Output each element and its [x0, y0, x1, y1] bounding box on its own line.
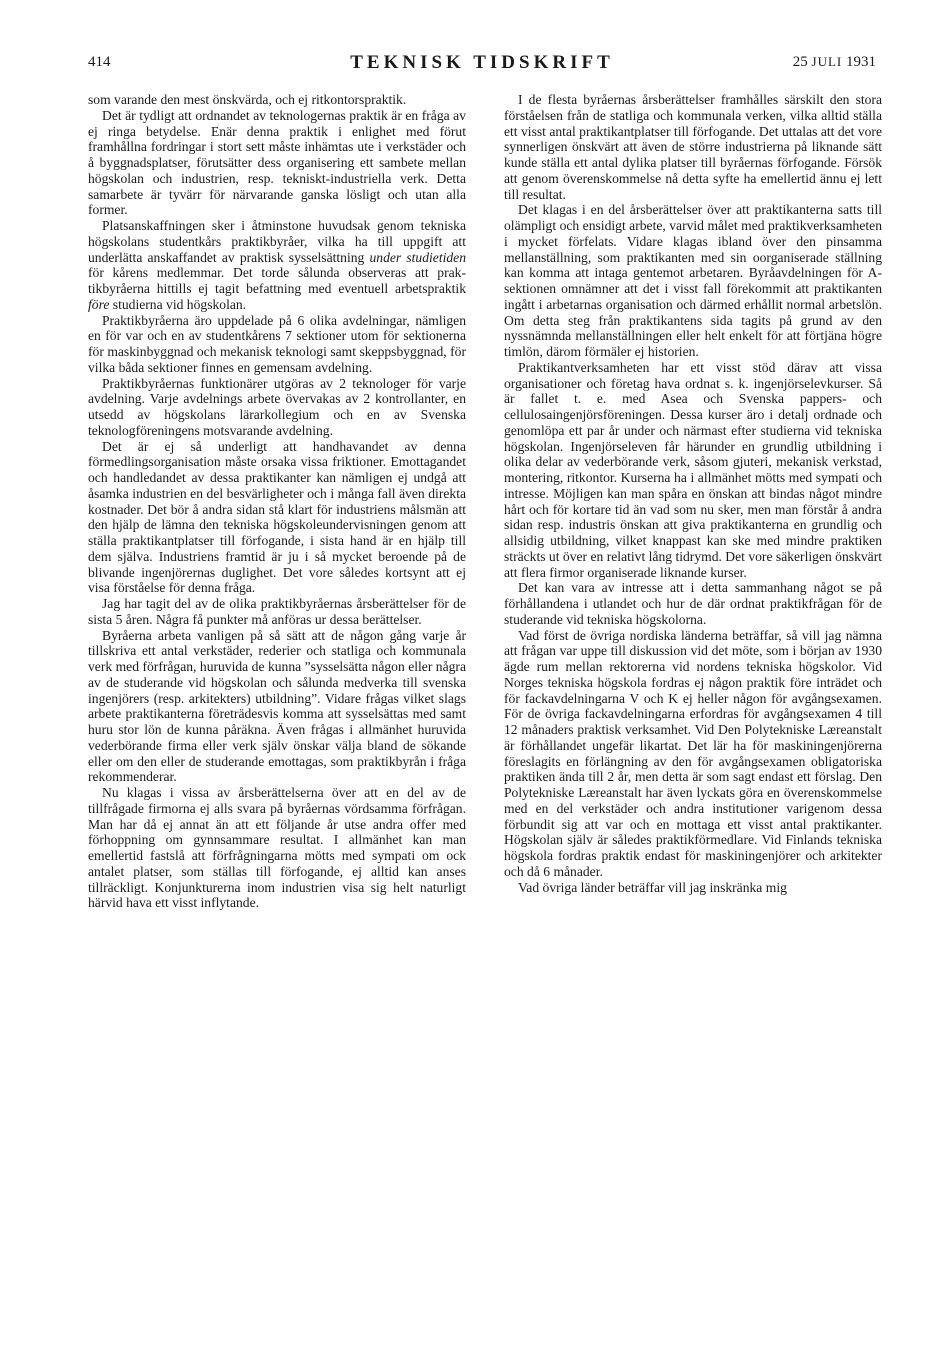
- paragraph-text: studierna vid högskolan.: [109, 296, 247, 312]
- left-column: [88, 92, 466, 1292]
- paragraph: [88, 218, 466, 313]
- paragraph: Praktikantverksamheten har ett visst stöd därav att vissa organisationer och företag hava ordnat s. k. ingenjörselevkurser. Så är fallet t. e. med Asea och Svenska pappers- och cellulosaingenjörsföreningen. Dessa kurser äro i detalj ordnade och genomlöpa ett par år under och närmast efter studierna vid tekniska högskolan. Ingenjörseleven får härunder en grundlig utbildning i olika delar av vederbörande verk, såsom gjuteri, mekanisk verkstad, montering, ritkontor. Kurserna ha i allmänhet mötts med sympati och intresse. Möjligen kan man spåra en önskan att bindas något mindre hårt och för kortare tid än vad som nu sker, men man förstår å andra sidan resp. industris önskan att giva praktikanterna en grundlig och allsidig utbildning, vilket knappast kan ske med mindre praktiken sträckts ut över en relativt lång tidrymd. Det vore säkerligen önskvärt att flera firmor organiserade liknande kurser.: [504, 359, 882, 580]
- date-year: 1931: [846, 54, 876, 70]
- page-header: [88, 50, 876, 78]
- emphasis-text: före: [88, 296, 110, 312]
- issue-date: [793, 54, 876, 71]
- paragraph: Praktikbyråernas funktionärer utgöras av 2 teknologer för varje avdelning. Varje avdelnings arbete övervakas av 2 kontrollanter, en utsedd av högskolans lärarkollegium och en av Svenska teknologföreningens motsvarande avdelning.: [88, 375, 466, 438]
- paragraph: I de flesta byråernas årsberättelser framhålles särskilt den stora förståelsen från de statliga och kommunala verken, vilka alltid ställa ett visst antal praktikantplatser till förfogande. Det uttalas att det vore synnerligen önskvärt att även de större industrierna på liknande sätt kunde ställa ett antal dylika platser till byråernas förfogande. Försök att genom överenskommelse nå detta syfte ha emellertid ännu ej lett till resultat.: [504, 92, 882, 202]
- journal-title: TEKNISK TIDSKRIFT: [350, 52, 614, 73]
- paragraph: Det klagas i en del årsberättelser över att praktikanterna satts till olämpligt och ensidigt arbete, varvid målet med praktikverksamheten i mycket förfelats. Vidare klagas ibland över den pinsamma mellanställning, som praktikanten med sin oorganiserade ställning kan komma att intaga gentemot arbetaren. Byråavdelningen för A-sektionen omnämner att det i visst fall förekommit att praktikanten ingått i arbetarnas organisation och därmed erhållit normal arbetslön. Om detta steg från praktikantens sida tagits på grund av den nyssnämnda mellanställningen eller helt enkelt för att förtjäna högre timlön, därom förmäler ej historien.: [504, 202, 882, 359]
- paragraph: som varande den mest önskvärda, och ej ritkontorspraktik.: [88, 92, 407, 107]
- paragraph: Vad först de övriga nordiska länderna beträffar, så vill jag nämna att frågan var uppe till diskussion vid det möte, som i början av 1930 ägde rum mellan rektorerna vid nordens tekniska högskolor. Vid Norges tekniska högskola fordras ej någon praktik före inträdet och för fackavdelningarna V och K ej heller någon för avgångsexamen. För de övriga fackavdelningarna erfordras för avgångsexamen 4 till 12 månaders praktisk verksamhet. Vid Den Polytekniske Læreanstalt är förhållandet ungefär likartat. Det lär ha för maskiningenjörerna föreslagits en förlängning av den för avgångsexamen obligatoriska praktiken ända till 2 år, men detta är som sagt endast ett förslag. Den Polytekniske Læreanstalt har även lyckats göra en överenskommelse med en del verkstäder och andra institutioner varigenom dessa förbundit sig att var och en mottaga ett visst antal praktikanter. Högskolan själv är således praktikförmedlare. Vid Finlands tekniska högskola fordras praktik endast för maskiningenjörer och arkitekter och då 6 månader.: [504, 627, 882, 879]
- paragraph: Jag har tagit del av de olika praktikbyråernas årsberättelser för de sista 5 åren. Några få punkter må anföras ur dessa berättelser.: [88, 596, 466, 627]
- date-month: JULI: [811, 54, 843, 69]
- paragraph-text: Platsanskaffningen sker i åtminstone huvudsak genom tekniska högskolans studentkårs praktikbyråer, vilka ha till uppgift att underlätta anskaffandet av praktisk sysselsättning: [88, 218, 466, 265]
- emphasis-text: under studietiden: [369, 249, 467, 265]
- paragraph: Praktikbyråerna äro uppdelade på 6 olika avdelningar, nämligen en för var och en av studentkårens 7 sektioner utom för sektionerna för maskinbyggnad och mekanisk teknologi samt skeppsbyggnad, för vilka båda sektioner finnes en gemensam avdelning.: [88, 312, 466, 375]
- paragraph: Det är tydligt att ordnandet av teknologernas praktik är en fråga av ej ringa betydelse. Enär denna praktik i enlighet med förut framhållna fordringar i stort sett måste inhämtas ute i verkstäder och å byggnadsplatser, förutsätter dess organisering ett sambete mellan högskolan och industrien, resp. tekniskt-industriella verk. Detta samarbete är tyvärr för närvarande ganska lösligt och utan alla former.: [88, 107, 466, 218]
- paragraph: Byråerna arbeta vanligen på så sätt att de någon gång varje år tillskriva ett antal verkstäder, rederier och statliga och kommunala verk med förfrågan, huruvida de kunna ”sysselsätta någon eller några av de studerande vid högskolan och sålunda medverka till svenska ingenjörers (resp. arkitekters) utbildning”. Vidare frågas vilket slags arbete praktikanterna företrädesvis komma att sysselsättas med samt huru stor lön de kunna påräkna. Även frågas i allmänhet huruvida vederbörande firma eller verk själv önskar välja bland de sökande eller om den eller de studerande emottagas, som praktikbyrån i fråga rekommenderar.: [88, 627, 466, 785]
- paragraph-text: för kårens medlemmar. Det torde sålunda observeras att praktikbyråerna hittills ej tagit befattning med eventuell arbetspraktik: [88, 265, 466, 296]
- date-day: 25: [792, 54, 808, 70]
- paragraph: Nu klagas i vissa av årsberättelserna över att en del av de tillfrågade firmorna ej alls svara på byråernas vördsamma förfrågan. Man har då ej annat än att ett följande år utse andra offer med förhoppning om gynnsammare resultat. I allmänhet kan man emellertid fastslå att förfrågningarna mötts med sympati om ock antalet platser, som ställas till förfogande, ej alltid kan anses tillräckligt. Konjunkturerna inom industrien visa sig helt naturligt härvid hava ett visst inflytande.: [88, 785, 466, 911]
- paragraph: Vad övriga länder beträffar vill jag inskränka mig: [518, 879, 787, 895]
- paragraph: Det är ej så underligt att handhavandet av denna förmedlingsorganisation måste orsaka vissa friktioner. Emottagandet och handledandet av dessa praktikanter kan nämligen ej undgå att åsamka industrien en del besvärligheter och i många fall även direkta kostnader. Det bör å andra sidan stå klart för industriens målsmän att den hjälp de lämna den tekniska högskoleundervisningen genom att ställa praktikantplatser till förfogande, i sista hand är en hjälp till dem själva. Industriens framtid är ju i så mycket beroende på de blivande ingenjörernas duglighet. Det vore således kortsynt att ej visa förståelse för denna fråga.: [88, 438, 466, 596]
- page-number: 414: [88, 54, 111, 70]
- paragraph: Det kan vara av intresse att i detta sammanhang något se på förhållandena i utlandet och hur de där ordnat praktikfrågan för de studerande vid tekniska högskolorna.: [504, 580, 882, 627]
- right-column: [504, 92, 882, 1292]
